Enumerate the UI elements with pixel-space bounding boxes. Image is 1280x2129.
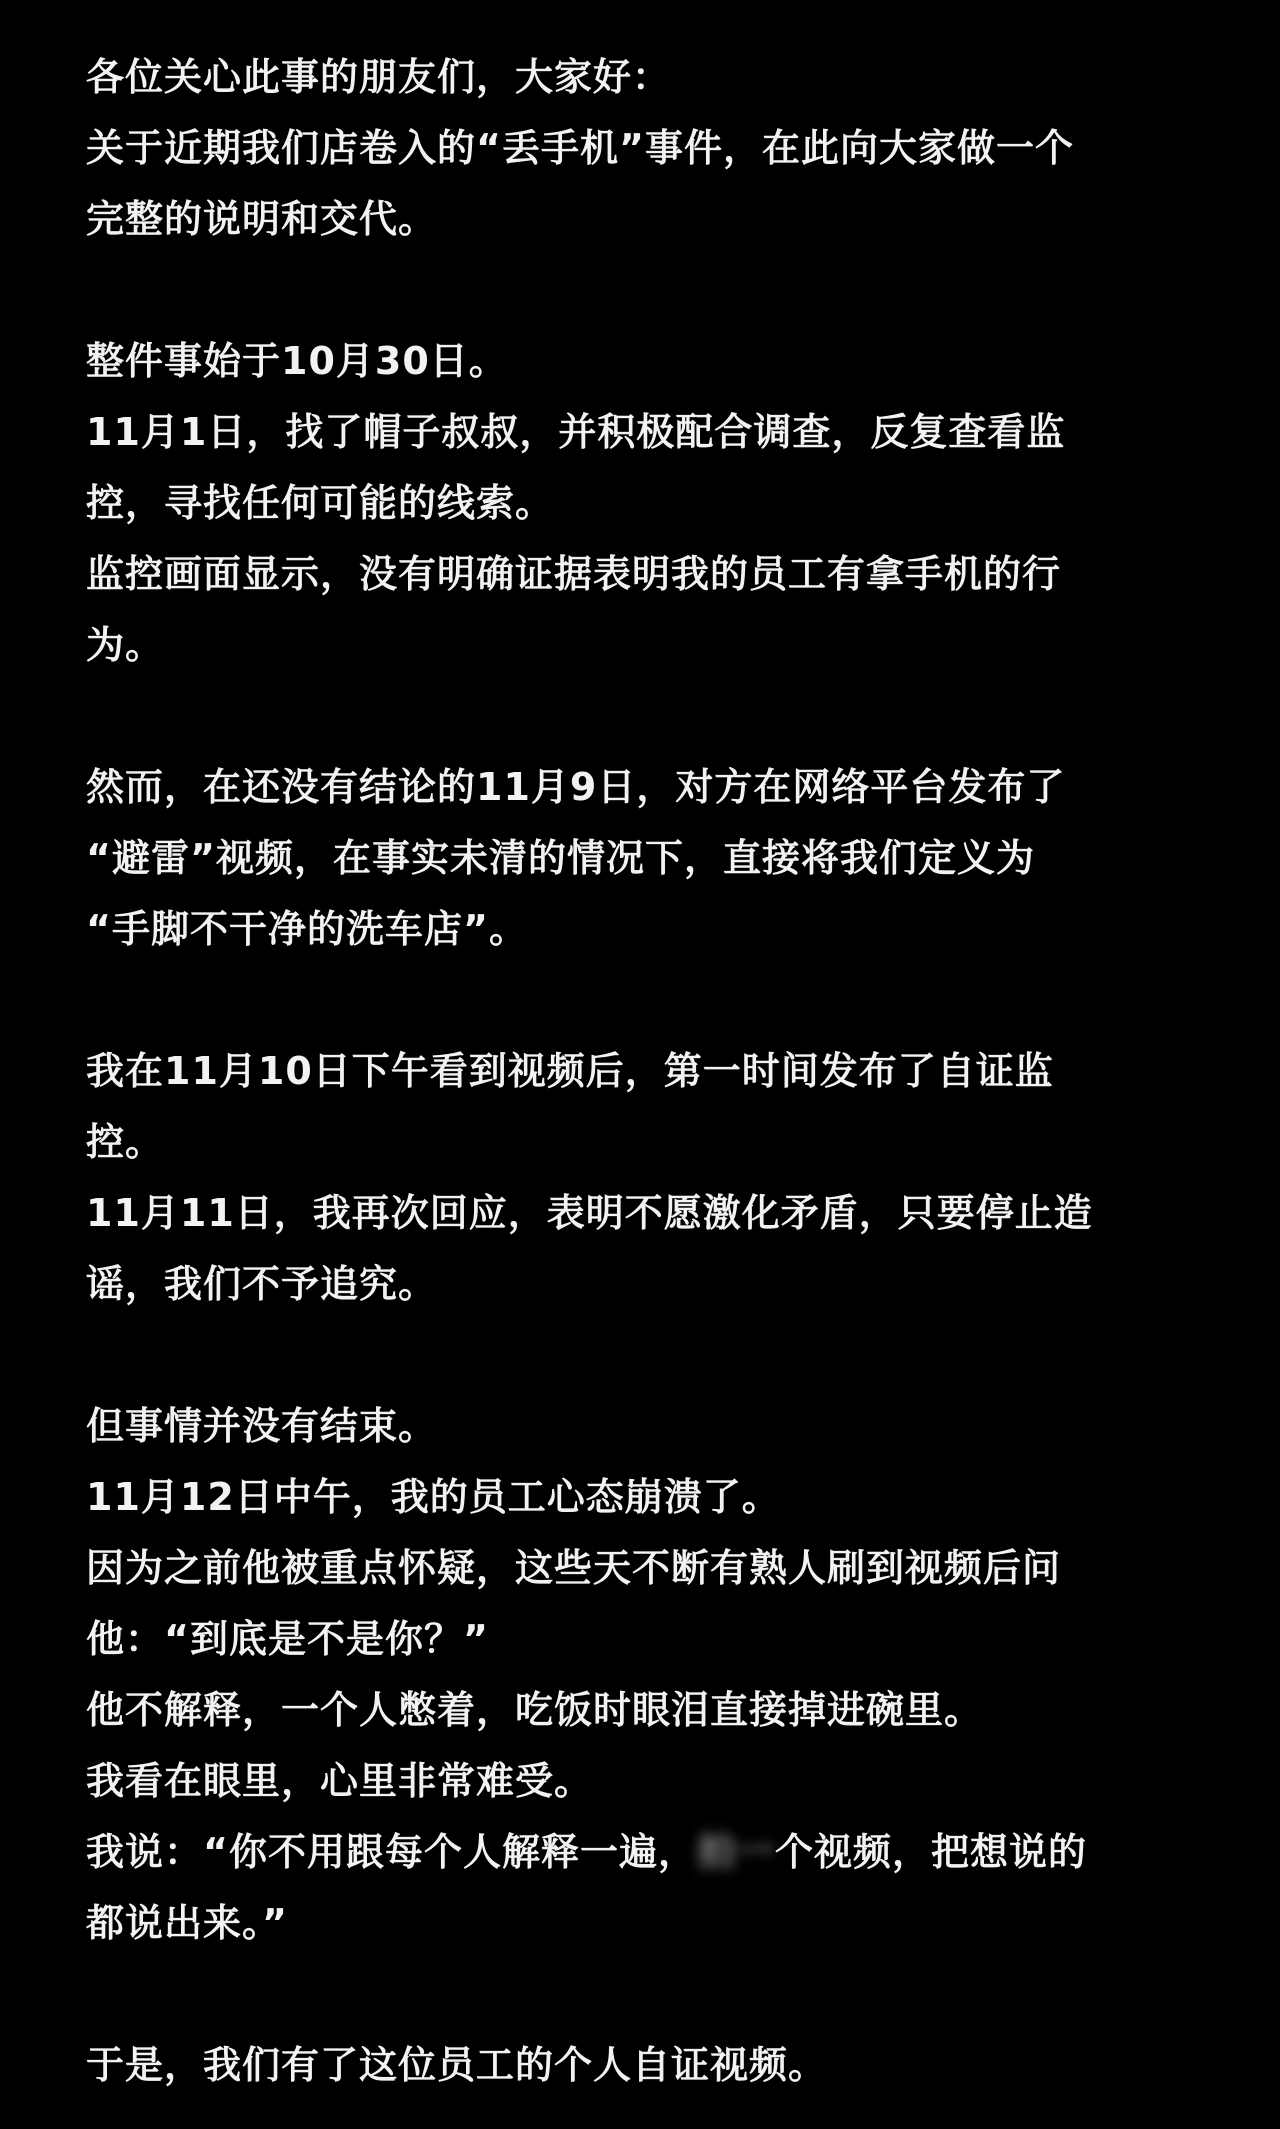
text-line: 关于近期我们店卷入的“丢手机”事件，在此向大家做一个 xyxy=(86,126,1074,170)
quote-line xyxy=(86,1817,1226,1888)
text-line: 他不解释，一个人憋着，吃饭时眼泪直接掉进碗里。 xyxy=(86,1688,984,1732)
text-line: 整件事始于10月30日。 xyxy=(86,339,508,383)
text-line: 我在11月10日下午看到视频后，第一时间发布了自证监 xyxy=(86,1049,1054,1093)
paragraph-video-posted xyxy=(86,752,1226,965)
text-line: 于是，我们有了这位员工的个人自证视频。 xyxy=(86,2043,828,2087)
paragraph-conclusion xyxy=(86,2030,1226,2101)
text-line: 但事情并没有结束。 xyxy=(86,1404,438,1448)
text-line: 为。 xyxy=(86,623,165,667)
paragraph-timeline xyxy=(86,326,1226,681)
text-line: 11月12日中午，我的员工心态崩溃了。 xyxy=(86,1475,781,1519)
text-line: “手脚不干净的洗车店”。 xyxy=(86,907,528,951)
text-line: 11月1日，找了帽子叔叔，并积极配合调查，反复查看监 xyxy=(86,410,1066,454)
text-line: 他：“到底是不是你？” xyxy=(86,1617,489,1661)
text-line: 谣，我们不予追究。 xyxy=(86,1262,438,1306)
text-line: “避雷”视频，在事实未清的情况下，直接将我们定义为 xyxy=(86,836,1035,880)
statement-text xyxy=(86,42,1226,2101)
paragraph-employee xyxy=(86,1391,1226,1959)
text-line: 都说出来。” xyxy=(86,1901,288,1945)
text-line: 监控画面显示，没有明确证据表明我的员工有拿手机的行 xyxy=(86,552,1062,596)
text-line: 11月11日，我再次回应，表明不愿激化矛盾，只要停止造 xyxy=(86,1191,1093,1235)
paragraph-response xyxy=(86,1036,1226,1320)
text-line: 完整的说明和交代。 xyxy=(86,197,438,241)
text-line: 控。 xyxy=(86,1120,165,1164)
text-line: 控，寻找任何可能的线索。 xyxy=(86,481,555,525)
text-line: 各位关心此事的朋友们，大家好： xyxy=(86,55,672,99)
blurred-text: 拍一 xyxy=(696,1830,775,1874)
quote-text-after: 个视频，把想说的 xyxy=(775,1830,1088,1874)
quote-text-before: 我说：“你不用跟每个人解释一遍， xyxy=(86,1830,697,1874)
text-line: 我看在眼里，心里非常难受。 xyxy=(86,1759,594,1803)
text-line: 因为之前他被重点怀疑，这些天不断有熟人刷到视频后问 xyxy=(86,1546,1062,1590)
paragraph-greeting xyxy=(86,42,1226,255)
text-line: 然而，在还没有结论的11月9日，对方在网络平台发布了 xyxy=(86,765,1066,809)
